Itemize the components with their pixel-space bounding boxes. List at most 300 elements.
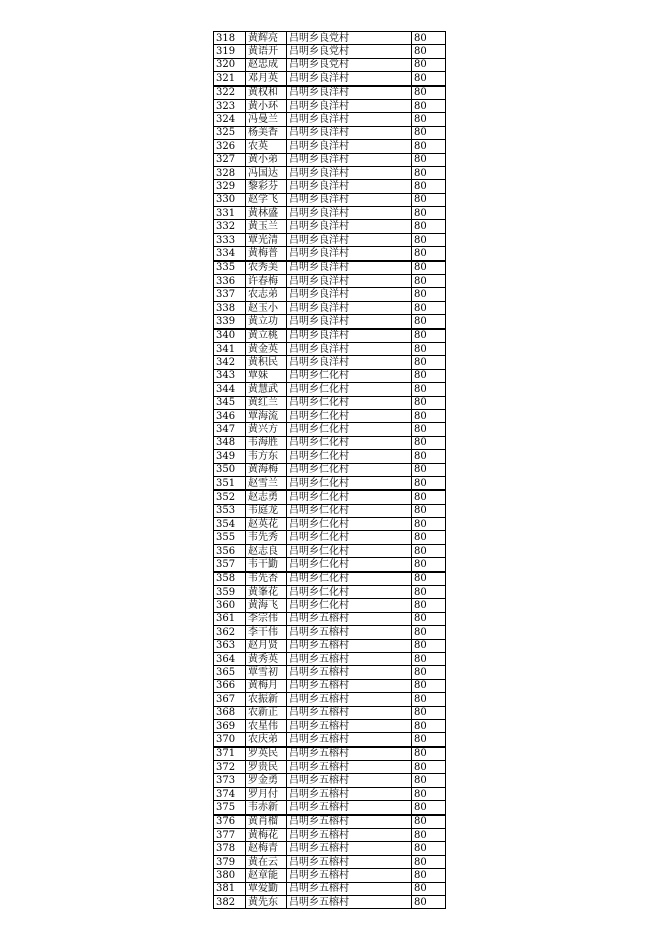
amount-cell: 80: [412, 869, 446, 882]
amount-cell: 80: [412, 882, 446, 895]
name-cell: 农庆弟: [246, 733, 287, 747]
row-number-cell: 350: [214, 463, 246, 476]
name-cell: 赵学飞: [246, 193, 287, 206]
row-number-cell: 332: [214, 220, 246, 233]
row-number-cell: 323: [214, 99, 246, 112]
village-cell: 吕明乡良党村: [287, 45, 412, 58]
amount-cell: 80: [412, 140, 446, 153]
amount-cell: 80: [412, 275, 446, 288]
row-number-cell: 369: [214, 719, 246, 732]
name-cell: 黄立桃: [246, 329, 287, 343]
village-cell: 吕明乡良洋村: [287, 247, 412, 261]
amount-cell: 80: [412, 896, 446, 909]
amount-cell: 80: [412, 815, 446, 829]
amount-cell: 80: [412, 450, 446, 463]
village-cell: 吕明乡五榕村: [287, 787, 412, 800]
row-number-cell: 372: [214, 761, 246, 774]
name-cell: 赵章能: [246, 869, 287, 882]
amount-cell: 80: [412, 463, 446, 476]
amount-cell: 80: [412, 693, 446, 706]
table-row: [214, 233, 446, 246]
village-cell: 吕明乡良洋村: [287, 301, 412, 314]
row-number-cell: 324: [214, 113, 246, 126]
row-number-cell: 319: [214, 45, 246, 58]
row-number-cell: 343: [214, 369, 246, 382]
village-cell: 吕明乡良洋村: [287, 207, 412, 220]
row-number-cell: 331: [214, 207, 246, 220]
village-cell: 吕明乡仁化村: [287, 518, 412, 531]
village-cell: 吕明乡良洋村: [287, 342, 412, 355]
amount-cell: 80: [412, 572, 446, 586]
name-cell: 黄梅月: [246, 679, 287, 692]
amount-cell: 80: [412, 599, 446, 612]
table-row: [214, 58, 446, 71]
amount-cell: 80: [412, 586, 446, 599]
row-number-cell: 377: [214, 829, 246, 842]
name-cell: 黄小弟: [246, 153, 287, 166]
village-cell: 吕明乡仁化村: [287, 436, 412, 449]
table-row: [214, 774, 446, 787]
village-cell: 吕明乡五榕村: [287, 639, 412, 652]
village-cell: 吕明乡良洋村: [287, 72, 412, 86]
village-cell: 吕明乡良洋村: [287, 140, 412, 153]
row-number-cell: 335: [214, 261, 246, 275]
name-cell: 黎彩芬: [246, 180, 287, 193]
table-row: [214, 733, 446, 747]
amount-cell: 80: [412, 774, 446, 787]
name-cell: 黄梅花: [246, 829, 287, 842]
row-number-cell: 365: [214, 666, 246, 679]
table-row: [214, 869, 446, 882]
row-number-cell: 349: [214, 450, 246, 463]
amount-cell: 80: [412, 504, 446, 517]
village-cell: 吕明乡五榕村: [287, 626, 412, 639]
name-cell: 黄语开: [246, 45, 287, 58]
name-cell: 黄慧武: [246, 383, 287, 396]
name-cell: 黄金英: [246, 342, 287, 355]
village-cell: 吕明乡仁化村: [287, 450, 412, 463]
name-cell: 许春梅: [246, 275, 287, 288]
table-row: [214, 476, 446, 490]
village-cell: 吕明乡五榕村: [287, 801, 412, 815]
amount-cell: 80: [412, 531, 446, 544]
row-number-cell: 328: [214, 166, 246, 179]
village-cell: 吕明乡良党村: [287, 32, 412, 45]
village-cell: 吕明乡五榕村: [287, 869, 412, 882]
table-row: [214, 126, 446, 139]
row-number-cell: 370: [214, 733, 246, 747]
village-cell: 吕明乡良洋村: [287, 315, 412, 329]
row-number-cell: 380: [214, 869, 246, 882]
name-cell: 覃光清: [246, 233, 287, 246]
name-cell: 农志弟: [246, 288, 287, 301]
village-cell: 吕明乡五榕村: [287, 815, 412, 829]
table-row: [214, 301, 446, 314]
village-cell: 吕明乡仁化村: [287, 409, 412, 422]
table-row: [214, 626, 446, 639]
table-row: [214, 463, 446, 476]
row-number-cell: 347: [214, 423, 246, 436]
name-cell: 农振新: [246, 693, 287, 706]
village-cell: 吕明乡五榕村: [287, 666, 412, 679]
row-number-cell: 334: [214, 247, 246, 261]
name-cell: 黄红兰: [246, 396, 287, 409]
table-row: [214, 639, 446, 652]
table-row: [214, 113, 446, 126]
amount-cell: 80: [412, 409, 446, 422]
name-cell: 赵忠成: [246, 58, 287, 71]
amount-cell: 80: [412, 180, 446, 193]
table-row: [214, 261, 446, 275]
name-cell: 韦方东: [246, 450, 287, 463]
row-number-cell: 342: [214, 356, 246, 369]
amount-cell: 80: [412, 58, 446, 71]
name-cell: 韦干勤: [246, 558, 287, 572]
village-cell: 吕明乡五榕村: [287, 896, 412, 909]
amount-cell: 80: [412, 706, 446, 719]
row-number-cell: 368: [214, 706, 246, 719]
amount-cell: 80: [412, 166, 446, 179]
row-number-cell: 371: [214, 747, 246, 761]
row-number-cell: 382: [214, 896, 246, 909]
row-number-cell: 329: [214, 180, 246, 193]
name-cell: 韦先杏: [246, 572, 287, 586]
table-row: [214, 693, 446, 706]
table-row: [214, 180, 446, 193]
amount-cell: 80: [412, 315, 446, 329]
amount-cell: 80: [412, 612, 446, 625]
amount-cell: 80: [412, 153, 446, 166]
name-cell: 赵梅青: [246, 842, 287, 855]
amount-cell: 80: [412, 383, 446, 396]
amount-cell: 80: [412, 544, 446, 557]
village-cell: 吕明乡良洋村: [287, 86, 412, 100]
village-cell: 吕明乡良洋村: [287, 180, 412, 193]
village-cell: 吕明乡良洋村: [287, 233, 412, 246]
row-number-cell: 379: [214, 855, 246, 868]
name-cell: 赵月贤: [246, 639, 287, 652]
village-cell: 吕明乡五榕村: [287, 855, 412, 868]
name-cell: 黄梅普: [246, 247, 287, 261]
amount-cell: 80: [412, 801, 446, 815]
row-number-cell: 354: [214, 518, 246, 531]
table-row: [214, 490, 446, 504]
row-number-cell: 359: [214, 586, 246, 599]
amount-cell: 80: [412, 356, 446, 369]
village-cell: 吕明乡良洋村: [287, 220, 412, 233]
name-cell: 农秀美: [246, 261, 287, 275]
village-cell: 吕明乡仁化村: [287, 504, 412, 517]
table-row: [214, 436, 446, 449]
table-row: [214, 747, 446, 761]
name-cell: 韦先秀: [246, 531, 287, 544]
row-number-cell: 376: [214, 815, 246, 829]
row-number-cell: 358: [214, 572, 246, 586]
amount-cell: 80: [412, 72, 446, 86]
amount-cell: 80: [412, 626, 446, 639]
table-row: [214, 140, 446, 153]
row-number-cell: 339: [214, 315, 246, 329]
amount-cell: 80: [412, 679, 446, 692]
table-row: [214, 423, 446, 436]
name-cell: 黄海飞: [246, 599, 287, 612]
amount-cell: 80: [412, 829, 446, 842]
amount-cell: 80: [412, 842, 446, 855]
name-cell: 黄在云: [246, 855, 287, 868]
table-row: [214, 329, 446, 343]
village-cell: 吕明乡五榕村: [287, 733, 412, 747]
table-row: [214, 531, 446, 544]
village-cell: 吕明乡仁化村: [287, 558, 412, 572]
village-cell: 吕明乡五榕村: [287, 774, 412, 787]
row-number-cell: 345: [214, 396, 246, 409]
table-row: [214, 72, 446, 86]
table-row: [214, 719, 446, 732]
village-cell: 吕明乡仁化村: [287, 396, 412, 409]
village-cell: 吕明乡五榕村: [287, 679, 412, 692]
amount-cell: 80: [412, 369, 446, 382]
table-row: [214, 166, 446, 179]
name-cell: 赵志勇: [246, 490, 287, 504]
table-row: [214, 801, 446, 815]
name-cell: 韦庭龙: [246, 504, 287, 517]
name-cell: 邓月英: [246, 72, 287, 86]
row-number-cell: 333: [214, 233, 246, 246]
row-number-cell: 366: [214, 679, 246, 692]
table-row: [214, 612, 446, 625]
amount-cell: 80: [412, 719, 446, 732]
table-row: [214, 275, 446, 288]
name-cell: 冯国达: [246, 166, 287, 179]
table-row: [214, 220, 446, 233]
village-cell: 吕明乡良洋村: [287, 356, 412, 369]
amount-cell: 80: [412, 518, 446, 531]
name-cell: 罗月付: [246, 787, 287, 800]
row-number-cell: 375: [214, 801, 246, 815]
row-number-cell: 373: [214, 774, 246, 787]
row-number-cell: 338: [214, 301, 246, 314]
row-number-cell: 351: [214, 476, 246, 490]
amount-cell: 80: [412, 113, 446, 126]
row-number-cell: 352: [214, 490, 246, 504]
name-cell: 罗英民: [246, 747, 287, 761]
table-row: [214, 558, 446, 572]
village-cell: 吕明乡五榕村: [287, 612, 412, 625]
table-row: [214, 518, 446, 531]
village-cell: 吕明乡良洋村: [287, 166, 412, 179]
name-cell: 黄峯花: [246, 586, 287, 599]
village-cell: 吕明乡良洋村: [287, 99, 412, 112]
village-cell: 吕明乡仁化村: [287, 531, 412, 544]
table-row: [214, 787, 446, 800]
row-number-cell: 364: [214, 652, 246, 665]
name-cell: 农星伟: [246, 719, 287, 732]
name-cell: 覃妹: [246, 369, 287, 382]
amount-cell: 80: [412, 193, 446, 206]
village-cell: 吕明乡良洋村: [287, 193, 412, 206]
amount-cell: 80: [412, 747, 446, 761]
row-number-cell: 330: [214, 193, 246, 206]
village-cell: 吕明乡良洋村: [287, 126, 412, 139]
amount-cell: 80: [412, 32, 446, 45]
amount-cell: 80: [412, 329, 446, 343]
table-row: [214, 86, 446, 100]
row-number-cell: 325: [214, 126, 246, 139]
village-cell: 吕明乡仁化村: [287, 599, 412, 612]
amount-cell: 80: [412, 301, 446, 314]
village-cell: 吕明乡良洋村: [287, 288, 412, 301]
row-number-cell: 361: [214, 612, 246, 625]
table-row: [214, 207, 446, 220]
amount-cell: 80: [412, 639, 446, 652]
name-cell: 冯曼兰: [246, 113, 287, 126]
table-row: [214, 369, 446, 382]
row-number-cell: 341: [214, 342, 246, 355]
village-cell: 吕明乡仁化村: [287, 490, 412, 504]
village-cell: 吕明乡五榕村: [287, 652, 412, 665]
table-row: [214, 99, 446, 112]
row-number-cell: 346: [214, 409, 246, 422]
row-number-cell: 326: [214, 140, 246, 153]
name-cell: 农英: [246, 140, 287, 153]
village-cell: 吕明乡仁化村: [287, 544, 412, 557]
table-row: [214, 586, 446, 599]
village-cell: 吕明乡良洋村: [287, 261, 412, 275]
row-number-cell: 336: [214, 275, 246, 288]
name-cell: 黄兴方: [246, 423, 287, 436]
name-cell: 李宗伟: [246, 612, 287, 625]
row-number-cell: 348: [214, 436, 246, 449]
table-row: [214, 599, 446, 612]
name-cell: 黄秀英: [246, 652, 287, 665]
name-cell: 赵志良: [246, 544, 287, 557]
table-row: [214, 679, 446, 692]
table-row: [214, 666, 446, 679]
table-row: [214, 855, 446, 868]
name-cell: 黄肖榴: [246, 815, 287, 829]
name-cell: 韦赤新: [246, 801, 287, 815]
village-cell: 吕明乡良洋村: [287, 275, 412, 288]
table-row: [214, 572, 446, 586]
amount-cell: 80: [412, 423, 446, 436]
table-row: [214, 356, 446, 369]
village-cell: 吕明乡仁化村: [287, 383, 412, 396]
row-number-cell: 360: [214, 599, 246, 612]
amount-cell: 80: [412, 247, 446, 261]
amount-cell: 80: [412, 207, 446, 220]
table-row: [214, 882, 446, 895]
row-number-cell: 321: [214, 72, 246, 86]
table-row: [214, 247, 446, 261]
amount-cell: 80: [412, 490, 446, 504]
row-number-cell: 320: [214, 58, 246, 71]
row-number-cell: 327: [214, 153, 246, 166]
village-cell: 吕明乡五榕村: [287, 882, 412, 895]
row-number-cell: 374: [214, 787, 246, 800]
amount-cell: 80: [412, 233, 446, 246]
amount-cell: 80: [412, 652, 446, 665]
village-cell: 吕明乡仁化村: [287, 476, 412, 490]
village-cell: 吕明乡仁化村: [287, 463, 412, 476]
row-number-cell: 344: [214, 383, 246, 396]
name-cell: 黄林盛: [246, 207, 287, 220]
amount-cell: 80: [412, 342, 446, 355]
village-cell: 吕明乡良洋村: [287, 113, 412, 126]
table-row: [214, 829, 446, 842]
name-cell: 黄先东: [246, 896, 287, 909]
name-cell: 黄积民: [246, 356, 287, 369]
name-cell: 黄玉兰: [246, 220, 287, 233]
table-row: [214, 842, 446, 855]
name-cell: 黄权和: [246, 86, 287, 100]
row-number-cell: 340: [214, 329, 246, 343]
row-number-cell: 322: [214, 86, 246, 100]
table-row: [214, 504, 446, 517]
village-cell: 吕明乡五榕村: [287, 829, 412, 842]
name-cell: 黄小环: [246, 99, 287, 112]
table-row: [214, 383, 446, 396]
table-row: [214, 32, 446, 45]
village-cell: 吕明乡仁化村: [287, 586, 412, 599]
amount-cell: 80: [412, 396, 446, 409]
name-cell: 罗金勇: [246, 774, 287, 787]
row-number-cell: 367: [214, 693, 246, 706]
roster-table-body: [214, 32, 446, 909]
name-cell: 赵英花: [246, 518, 287, 531]
village-cell: 吕明乡仁化村: [287, 369, 412, 382]
village-cell: 吕明乡五榕村: [287, 706, 412, 719]
table-row: [214, 896, 446, 909]
village-cell: 吕明乡良洋村: [287, 153, 412, 166]
row-number-cell: 362: [214, 626, 246, 639]
amount-cell: 80: [412, 99, 446, 112]
name-cell: 赵雪兰: [246, 476, 287, 490]
table-row: [214, 409, 446, 422]
name-cell: 覃海流: [246, 409, 287, 422]
name-cell: 罗贵民: [246, 761, 287, 774]
amount-cell: 80: [412, 220, 446, 233]
amount-cell: 80: [412, 86, 446, 100]
table-row: [214, 288, 446, 301]
village-cell: 吕明乡良党村: [287, 58, 412, 71]
name-cell: 黄辉亮: [246, 32, 287, 45]
row-number-cell: 353: [214, 504, 246, 517]
amount-cell: 80: [412, 666, 446, 679]
village-cell: 吕明乡仁化村: [287, 423, 412, 436]
name-cell: 李干伟: [246, 626, 287, 639]
village-cell: 吕明乡五榕村: [287, 747, 412, 761]
row-number-cell: 356: [214, 544, 246, 557]
row-number-cell: 355: [214, 531, 246, 544]
table-row: [214, 45, 446, 58]
amount-cell: 80: [412, 436, 446, 449]
table-row: [214, 706, 446, 719]
village-cell: 吕明乡五榕村: [287, 761, 412, 774]
amount-cell: 80: [412, 733, 446, 747]
amount-cell: 80: [412, 45, 446, 58]
village-cell: 吕明乡五榕村: [287, 719, 412, 732]
row-number-cell: 357: [214, 558, 246, 572]
name-cell: 覃爱勤: [246, 882, 287, 895]
name-cell: 韦海胜: [246, 436, 287, 449]
table-row: [214, 396, 446, 409]
table-row: [214, 652, 446, 665]
row-number-cell: 318: [214, 32, 246, 45]
amount-cell: 80: [412, 761, 446, 774]
name-cell: 赵玉小: [246, 301, 287, 314]
row-number-cell: 363: [214, 639, 246, 652]
amount-cell: 80: [412, 288, 446, 301]
